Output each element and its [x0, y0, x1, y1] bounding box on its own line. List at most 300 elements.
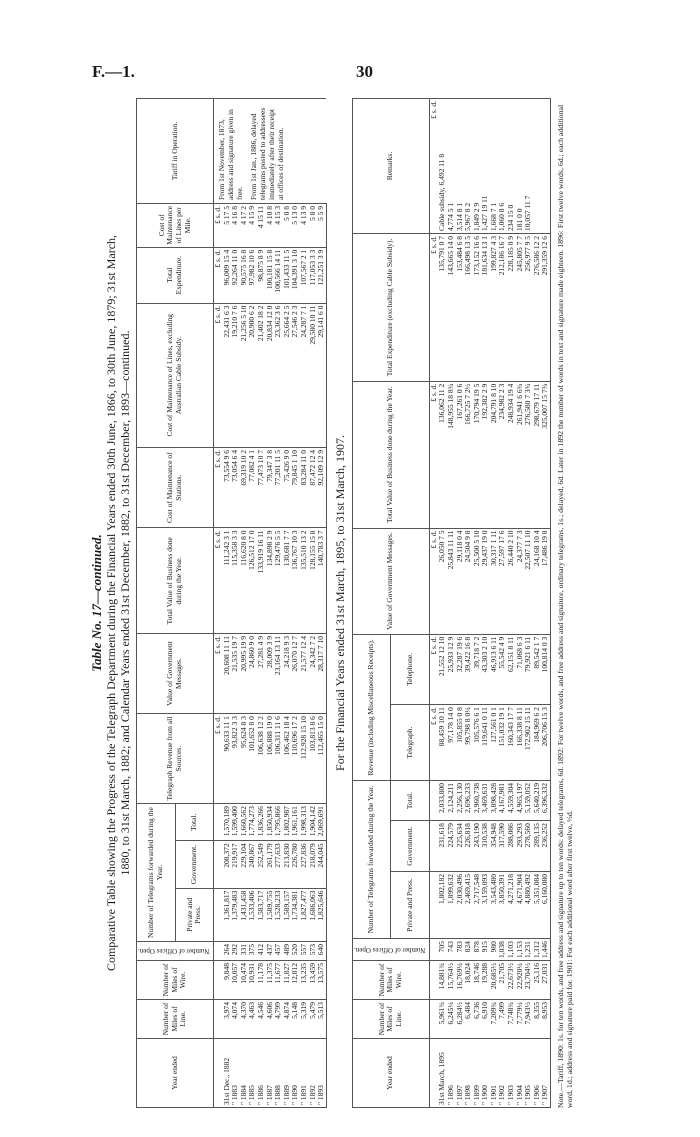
table-cell: 317,590	[498, 821, 507, 872]
table-cell: " 1884	[240, 1039, 249, 1108]
table-cell: 2,069,691	[317, 804, 326, 841]
table-cell: 213,830	[283, 841, 292, 888]
col-maint-lines: Cost of Maintenance of Lines, excluding Australian Cable Subsidy.	[137, 303, 214, 447]
table-cell: 354,948	[490, 821, 499, 872]
table-cell: 1,379,483	[231, 888, 240, 941]
unit-cell: £ s. d.	[429, 99, 438, 234]
rotated-page-body	[90, 98, 655, 1108]
table-cell	[533, 99, 542, 234]
table-cell: 115,358 3 3	[231, 528, 240, 634]
table-cell: 11,178	[257, 961, 266, 1000]
table-cell: " 1890	[291, 1039, 300, 1108]
table-cell: 915	[481, 939, 490, 961]
table-cell: 1,103	[507, 939, 516, 961]
table-cell: 29,580 10 11	[309, 303, 318, 447]
table-cell: 28,317 7 10	[317, 634, 326, 714]
table-cell: 166,338 8 11	[516, 705, 525, 781]
table-cell: 77,201 11 5	[274, 447, 283, 528]
table-cell: 2,033,800	[438, 781, 447, 821]
table-cell: 325,007 15 7¾	[541, 381, 550, 528]
col-revenue-group: Revenue (including Miscellaneous Receipts).	[352, 634, 391, 780]
col-total-exp: Total Expenditure (excluding Cable Subsidy).	[352, 234, 429, 382]
table-cell: 783	[456, 939, 465, 961]
table-cell: 228,185 0 9	[507, 234, 516, 382]
table-cell: " 1886	[257, 1039, 266, 1108]
table-cell: 5 13 0	[291, 204, 300, 248]
table-cell: 135,791 0 7	[438, 234, 447, 382]
table-cell: 106,888 19 0	[266, 714, 275, 804]
table-cell: 25,843 11 11	[447, 528, 456, 634]
col-government: Government.	[391, 821, 430, 872]
table-cell: 62,151 8 11	[507, 634, 516, 704]
table-cell: 166,725 7 2½	[464, 381, 473, 528]
table-cell: 227,836	[300, 841, 309, 888]
table-cell: 261,941 6 6¾	[516, 381, 525, 528]
table-cell: 121,251 3 9	[317, 247, 326, 303]
table-cell: 277,633	[274, 841, 283, 888]
table-cell: 21,577 12 4	[300, 634, 309, 714]
table-cell: 3,898,428	[490, 781, 499, 821]
table-cell: 7,748¾	[507, 1000, 516, 1039]
table-cell: 79,921 6 11	[524, 634, 533, 704]
table-cell: " 1898	[464, 1039, 473, 1108]
table-cell: 129,476 5 5	[274, 528, 283, 634]
table-cell: 1,153	[516, 939, 525, 961]
table-cell: 245,805 7 7	[516, 234, 525, 382]
table-cell: 20,608 11 11	[223, 634, 232, 714]
table-cell: 112,928 15 10	[300, 714, 309, 804]
table-cell: 1,660,562	[240, 804, 249, 841]
table-cell: 5 17 5	[223, 204, 232, 248]
table-cell: 24,218 9 3	[283, 634, 292, 714]
table-cell: 1,802,182	[438, 872, 447, 939]
table-cell: 4,965,197	[516, 781, 525, 821]
table-cell: 5,319	[300, 1000, 309, 1039]
table-cell: 10,057	[231, 961, 240, 1000]
table-cell: " 1902	[498, 1039, 507, 1108]
table-cell: 25,116	[533, 961, 542, 1000]
table-cell: 4,606	[266, 1000, 275, 1039]
table-cell: 172,902 15 11	[524, 705, 533, 781]
table-cell: 27,281 4 9	[257, 634, 266, 714]
table-cell: " 1889	[283, 1039, 292, 1108]
table-cell: 224,579	[447, 821, 456, 872]
table-cell: " 1888	[274, 1039, 283, 1108]
table-cell: 25,664 2 5	[283, 303, 292, 447]
table-cell: 181 0 0	[516, 99, 525, 234]
table-cell: 18,746	[473, 961, 482, 1000]
table-cell: 17,486 19 8	[541, 528, 550, 634]
table-cell: 103,813 8 6	[309, 714, 318, 804]
col-gov-messages: Value of Government Messages.	[137, 634, 214, 714]
table-number: Table No. 17—continued.	[89, 534, 104, 672]
table-cell: 24,377 7 3	[516, 528, 525, 634]
table-cell: 824	[464, 939, 473, 961]
table-cell: 1,038	[498, 939, 507, 961]
table-cell: 75,426 9 0	[283, 447, 292, 528]
table-cell: 878	[473, 939, 482, 961]
table-cell: 1,528,233	[274, 888, 283, 941]
unit-cell: £ s. d.	[214, 204, 223, 248]
table-cell: 231,618	[438, 821, 447, 872]
table-cell: 20,900 6 2	[248, 303, 257, 447]
table-cell: 229,104	[240, 841, 249, 888]
table-cell: 167,261 0 6	[456, 381, 465, 528]
table-cell: 192,382 2 9	[481, 381, 490, 528]
table-cell: 5,513	[317, 1000, 326, 1039]
table-cell: 24,504 9 8	[464, 528, 473, 634]
table-cell: 6,284½	[456, 1000, 465, 1039]
table-cell: 119,641 0 11	[481, 705, 490, 781]
table-cell: 24,342 7 2	[309, 634, 318, 714]
table-cell: 26,050 7 5	[438, 528, 447, 634]
col-total: Total.	[175, 804, 214, 841]
table-cell: 21,535 19 7	[231, 634, 240, 714]
table-cell: 10,057 11 7	[524, 99, 533, 234]
table-cell: 1,904,142	[309, 804, 318, 841]
col-business: Total Value of Business done during the Year.	[352, 381, 429, 528]
table-cell: 7,779¼	[516, 1000, 525, 1039]
table-cell: 10,931	[248, 961, 257, 1000]
table-cell: " 1897	[456, 1039, 465, 1108]
table-cell: 90,575 16 8	[240, 247, 249, 303]
table-cell: " 1904	[516, 1039, 525, 1108]
table-cell: 10,474	[240, 961, 249, 1000]
table-cell: 226,780	[291, 841, 300, 888]
table-cell: 292	[231, 942, 240, 961]
table-cell: 9,848	[223, 961, 232, 1000]
table-cell: 184,969 6 2	[533, 705, 542, 781]
table-cell: 375	[248, 942, 257, 961]
table-cell: 106,638 12 2	[257, 714, 266, 804]
table-cell: 160,343 17 7	[507, 705, 516, 781]
table-cell: " 1899	[473, 1039, 482, 1108]
table-cell: 39,422 16 8	[464, 634, 473, 704]
unit-cell: £ s. d.	[214, 714, 223, 804]
table-cell: 4,880,492	[524, 872, 533, 939]
table-cell: 21,402 18 2	[257, 303, 266, 447]
table-cell: 99,798 8 0¼	[464, 705, 473, 781]
table-cell: " 1887	[266, 1039, 275, 1108]
table-cell: 25,933 12 9	[447, 634, 456, 704]
tariff-note: Note.—Tariff, 1890: 1s. for ten words, and free address and signature up to ten words: delayed telegrams, 6d. 1892: For twelve words, and free address and signature, ordinary telegrams, 1s.; delayed, 6d. Later in 1892 the number of words in text and signature made eighteen. 1896: First twelve words, 6d.; each additional word, 1d.; address and signature paid for. 1901: For each additional word after first twelve, ½d.	[556, 104, 575, 1108]
table-cell: 4,167,981	[498, 781, 507, 821]
table-cell: 100,566 14 11	[274, 247, 283, 303]
table-1895-1907	[352, 98, 551, 1108]
table-cell: 1,849 2 9	[473, 99, 482, 234]
table-cell: 31st Dec., 1882	[223, 1039, 232, 1108]
tariff-entry: From 1st November, 1873, address and signature given in free.	[217, 109, 244, 200]
col-private: Private and Press.	[391, 872, 430, 939]
table-2-body	[429, 99, 550, 1108]
table-cell: 96,009 15 4	[223, 247, 232, 303]
table-cell: 89,542 1 7	[533, 634, 542, 704]
table-cell: 1,427 19 11	[481, 99, 490, 234]
table-cell: 77,473 10 7	[257, 447, 266, 528]
table-cell: 23,362 3 6	[274, 303, 283, 447]
table-cell: 1,361,817	[223, 888, 232, 941]
table-cell: 90,633 11 1	[223, 714, 232, 804]
table-cell: 212,186 16 7	[498, 234, 507, 382]
table-cell: 4 15 3	[274, 204, 283, 248]
table-cell: 6,910	[481, 1000, 490, 1039]
table-cell	[541, 99, 550, 234]
table-cell: 437	[266, 942, 275, 961]
table-cell: 1,825,646	[317, 888, 326, 941]
table-cell: 105,855 0 8	[456, 705, 465, 781]
unit-cell: £ s. d.	[214, 528, 223, 634]
table-cell: 92,109 12 9	[317, 447, 326, 528]
table-cell: 1,431,458	[240, 888, 249, 941]
table-cell: 288,086	[507, 821, 516, 872]
table-cell: 2,960,738	[473, 781, 482, 821]
table-cell: 16,769¼	[456, 961, 465, 1000]
table-cell: 106,311 11 6	[274, 714, 283, 804]
table-cell: 1,060 8 6	[498, 99, 507, 234]
table-cell: 293,293	[516, 821, 525, 872]
table-row	[541, 99, 550, 1108]
unit-cell: £ s. d.	[214, 447, 223, 528]
table-cell: 77,082 4 1	[248, 447, 257, 528]
table-cell: 1,961,161	[291, 804, 300, 841]
table-row	[317, 99, 326, 1108]
table-cell: 557	[300, 942, 309, 961]
table-cell: 23,164 13 11	[274, 634, 283, 714]
table-cell: 111,242 3 1	[223, 528, 232, 634]
table-cell: 29,141 6 0	[317, 303, 326, 447]
table-cell: 14,881¾	[438, 961, 447, 1000]
table-cell: 1,668 7 1	[490, 99, 499, 234]
table-cell: 1,899,632	[447, 872, 456, 939]
table-cell: 126,512 17 0	[248, 528, 257, 634]
table-cell: 136,062 11 2	[438, 381, 447, 528]
table-cell: 1,533,406	[248, 888, 257, 941]
table-cell: 208,372	[223, 841, 232, 888]
table-cell: 15,764½	[447, 961, 456, 1000]
table-cell: 95,624 8 3	[240, 714, 249, 804]
table-cell: 5,479	[309, 1000, 318, 1039]
table-cell: 520	[291, 942, 300, 961]
table-cell: 6,396,332	[541, 781, 550, 821]
table-cell: 2,124,211	[447, 781, 456, 821]
page-section-code: F.—1.	[92, 62, 135, 81]
table-cell: 4,671,904	[516, 872, 525, 939]
table-cell: 5 0 8	[283, 204, 292, 248]
col-telephone: Telephone.	[391, 634, 430, 704]
table-cell: 4 15 11	[257, 204, 266, 248]
unit-cell: £ s. d.	[429, 705, 438, 781]
table-cell: 117,053 3 3	[309, 247, 318, 303]
table-cell: 276,586 12 2	[533, 234, 542, 382]
col-maint-stations: Cost of Maintenance of Stations.	[137, 447, 214, 528]
tariff-entry: From 1st Jan., 1886, delayed telegrams posted to addressees immediately after their receipt at offices of destination.	[249, 107, 285, 200]
table-cell: 219,917	[231, 841, 240, 888]
table-cell: 133,919 16 11	[257, 528, 266, 634]
table-cell: 73,554 9 6	[223, 447, 232, 528]
table-cell: 7,943½	[524, 1000, 533, 1039]
table-cell: Cable subsidy, 6,492 11 8	[438, 99, 447, 234]
table-cell: 22,431 6 3	[223, 303, 232, 447]
table-cell: 3,159,093	[481, 872, 490, 939]
table-cell: 4,774 5 1	[447, 99, 456, 234]
table-cell: 298,679 17 11	[533, 381, 542, 528]
table-cell: " 1903	[507, 1039, 516, 1108]
col-total: Total.	[391, 781, 430, 821]
table-cell: 199,827 4 3	[490, 234, 499, 382]
table-cell: 291,359 12 6	[541, 234, 550, 382]
table-cell: 101,652 8 0	[248, 714, 257, 804]
table-cell: 143,665 14 0	[447, 234, 456, 382]
table-cell: 5,967 8 2	[464, 99, 473, 234]
table-cell: 980	[490, 939, 499, 961]
col-miles-wire: Number of Miles of Wire.	[352, 961, 429, 1000]
table-cell: 107,567 2 1	[300, 247, 309, 303]
table-cell: 6,160,080	[541, 872, 550, 939]
table-cell: 4 15 9	[248, 204, 257, 248]
table-cell: 1,795,866	[274, 804, 283, 841]
table-cell: 5 5 9	[317, 204, 326, 248]
col-gov-messages: Value of Government Messages.	[352, 528, 429, 634]
table-caption	[90, 98, 132, 1108]
table-cell: 21,705	[498, 961, 507, 1000]
table-cell: " 1896	[447, 1039, 456, 1108]
table-cell: 97,982 10 6	[248, 247, 257, 303]
table-cell: 4 10 8	[266, 204, 275, 248]
table-cell: 24,860 9 0	[248, 634, 257, 714]
col-offices: Number of Offices Open.	[137, 942, 214, 961]
table-cell: " 1885	[248, 1039, 257, 1108]
table-cell: 1,570,189	[223, 804, 232, 841]
table-cell: 13,575	[317, 961, 326, 1000]
table-cell: 1,589,755	[266, 888, 275, 941]
table-cell: 4,370	[240, 1000, 249, 1039]
table-cell: 218,079	[309, 841, 318, 888]
table-cell: 127,561 0 1	[490, 705, 499, 781]
table-cell: 206,706 15 3	[541, 705, 550, 781]
table-cell: 22,673½	[507, 961, 516, 1000]
table-cell: 204,791 8 10	[490, 381, 499, 528]
table-cell: 46,913 6 11	[490, 634, 499, 704]
table-cell: 1,836,266	[257, 804, 266, 841]
table-cell: " 1891	[300, 1039, 309, 1108]
table-cell: 4 13 9	[300, 204, 309, 248]
table-cell: 248,934 19 4	[507, 381, 516, 528]
table-cell: 100,181 15 8	[266, 247, 275, 303]
table-cell: 6,736	[473, 1000, 482, 1039]
table-cell: 30,317 1 11	[490, 528, 499, 634]
table-cell: 93,822 3 3	[231, 714, 240, 804]
table-cell: 261,179	[266, 841, 275, 888]
table-cell: 3,543,480	[490, 872, 499, 939]
table-cell: 13,235	[300, 961, 309, 1000]
table-cell: " 1893	[317, 1039, 326, 1108]
table-cell: 1,998,313	[300, 804, 309, 841]
col-business: Total Value of Business done during the Year.	[137, 528, 214, 634]
table-cell: 166,498 13 5	[464, 234, 473, 382]
col-year: Year ended	[137, 1039, 214, 1108]
table-cell: 6,484	[464, 1000, 473, 1039]
table-cell: 1,774,273	[248, 804, 257, 841]
table-cell: 170,794 19 5	[473, 381, 482, 528]
table-cell: 4,559,304	[507, 781, 516, 821]
table-cell: 27,031	[541, 961, 550, 1000]
table-cell: 2,469,415	[464, 872, 473, 939]
table-cell: 243,190	[473, 821, 482, 872]
table-cell: 29,437 19 0	[481, 528, 490, 634]
col-remarks: Remarks.	[352, 99, 429, 234]
col-telegraph: Telegraph.	[391, 705, 430, 781]
table-cell: 2,717,548	[473, 872, 482, 939]
table-cell: 240,867	[248, 841, 257, 888]
table-cell: 1,734,381	[291, 888, 300, 941]
table-cell: 23,704½	[524, 961, 533, 1000]
table-cell: 110,696 17 2	[291, 714, 300, 804]
unit-cell: £ s. d.	[429, 381, 438, 528]
table-cell: 244,045	[317, 841, 326, 888]
col-miles-wire: Number of Miles of Wire.	[137, 961, 214, 1000]
table-cell: 97,178 14 0	[447, 705, 456, 781]
unit-cell: £ s. d.	[214, 303, 223, 447]
col-year: Year ended	[352, 1039, 429, 1108]
table-cell: 256,977 9 5	[524, 234, 533, 382]
table-cell: " 1900	[481, 1039, 490, 1108]
table-cell: 87,472 12 4	[309, 447, 318, 528]
table-cell: 489	[283, 942, 292, 961]
table-cell: 5 8 0	[309, 204, 318, 248]
table-cell: 20,995 19 9	[240, 634, 249, 714]
table-cell: 73,054 6 4	[231, 447, 240, 528]
table-cell: 151,032 19 1	[498, 705, 507, 781]
table-cell: 4,874	[283, 1000, 292, 1039]
table-cell: 71,068 6 3	[516, 634, 525, 704]
table-1-body	[214, 99, 327, 1108]
table-cell: 1,446	[541, 939, 550, 961]
table-cell: 5,159,052	[524, 781, 533, 821]
caption-line-2: 1880, to 31st March, 1882; and Calendar Years ended 31st December, 1882, to 31st December, 1893—continued.	[118, 330, 132, 876]
table-cell: 2,030,496	[456, 872, 465, 939]
table-cell: 412	[257, 942, 266, 961]
table-cell: 21,552 12 10	[438, 634, 447, 704]
table-cell: 116,620 8 0	[240, 528, 249, 634]
table-cell: 264	[223, 942, 232, 961]
table-cell: 2,696,233	[464, 781, 473, 821]
col-private: Private and Press.	[175, 888, 214, 941]
table-cell: 331	[240, 942, 249, 961]
table-cell: 6,245¼	[447, 1000, 456, 1039]
table-cell: 181,634 13 1	[481, 234, 490, 382]
table-cell: 88,459 10 11	[438, 705, 447, 781]
col-total-exp: Total Expenditure.	[137, 247, 214, 303]
table-cell: 3,514 8 1	[456, 99, 465, 234]
table-cell: 128,155 15 8	[309, 528, 318, 634]
col-miles-line: Number of Miles of Line.	[137, 1000, 214, 1039]
table-cell: 1,827,477	[300, 888, 309, 941]
table-cell: 705	[438, 939, 447, 961]
unit-cell: £ s. d.	[429, 634, 438, 704]
table-cell: 21,256 5 10	[240, 303, 249, 447]
table-1882-1893	[136, 98, 327, 1108]
table-cell: 31st March, 1895	[438, 1039, 447, 1108]
table-cell: 289,135	[533, 821, 542, 872]
table-cell: 104,391 3 10	[291, 247, 300, 303]
table-cell: 69,319 10 2	[240, 447, 249, 528]
table-cell: 43,303 2 10	[481, 634, 490, 704]
table-cell: 29,118 0 4	[456, 528, 465, 634]
table-cell: 252,549	[257, 841, 266, 888]
table-cell: 5,351,084	[533, 872, 542, 939]
table-cell: 8,953	[541, 1000, 550, 1039]
table-cell: 1,802,987	[283, 804, 292, 841]
